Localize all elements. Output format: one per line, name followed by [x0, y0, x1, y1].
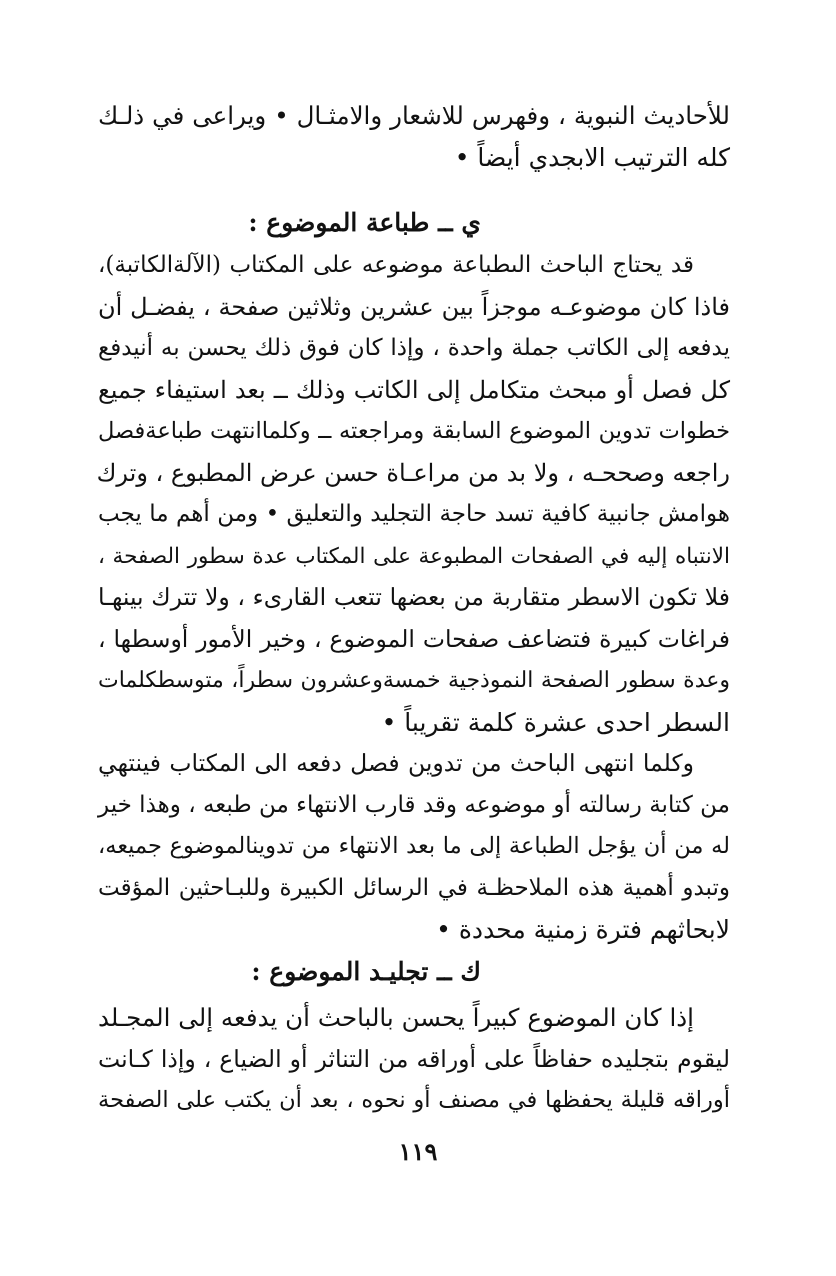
text-line: إذا كان الموضوع كبيراً يحسن بالباحث أن يدفعه إلى المجـلد	[98, 1003, 694, 1032]
text-line: يدفعه إلى الكاتب جملة واحدة ، وإذا كان فوق ذلك يحسن به أنيدفع	[98, 335, 730, 361]
text-line: كل فصل أو مبحث متكامل إلى الكاتب وذلك ــ بعد استيفاء جميع	[98, 375, 730, 404]
text-line: الانتباه إليه في الصفحات المطبوعة على المكتاب عدة سطور الصفحة ،	[98, 543, 730, 569]
text-line: فراغات كبيرة فتضاعف صفحات الموضوع ، وخير الأمور أوسطها ،	[98, 624, 730, 653]
text-line: كله الترتيب الابجدي أيضاً •	[454, 142, 730, 172]
intro-paragraph	[98, 95, 730, 178]
section-body-k	[98, 997, 730, 1122]
section-body-y	[98, 245, 730, 951]
section-heading-k: ك ــ تجليـد الموضوع :	[251, 957, 481, 986]
text-line: فاذا كان موضوعـه موجزاً بين عشرين وثلاثين صفحة ، يفضـل أن	[98, 292, 730, 321]
text-line: من كتابة رسالته أو موضوعه وقد قارب الانتهاء من طبعه ، وهذا خير	[98, 791, 730, 818]
text-line: ليقوم بتجليده حفاظاً على أوراقه من التناثر أو الضياع ، وإذا كـانت	[98, 1044, 730, 1073]
text-line: راجعه وصححـه ، ولا بد من مراعـاة حسن عرض المطبوع ، وترك	[96, 458, 730, 487]
text-line: قد يحتاج الباحث الىطباعة موضوعه على المكتاب (الآلةالكاتبة)،	[98, 252, 694, 278]
text-line: له من أن يؤجل الطباعة إلى ما بعد الانتهاء من تدوينالموضوع جميعه،	[98, 833, 730, 859]
text-line: لابحاثهم فترة زمنية محددة •	[436, 915, 730, 944]
text-line: وتبدو أهمية هذه الملاحظـة في الرسائل الكبيرة وللبـاحثين المؤقت	[98, 874, 730, 901]
text-line: أوراقه قليلة يحفظها في مصنف أو نحوه ، بعد أن يكتب على الصفحة	[98, 1087, 730, 1113]
text-line: السطر احدى عشرة كلمة تقريباً •	[381, 707, 730, 737]
text-line: فلا تكون الاسطر متقاربة من بعضها تتعب القارىء ، ولا تترك بينهـا	[98, 583, 730, 611]
text-line: وعدة سطور الصفحة النموذجية خمسةوعشرون سطراً، متوسطكلمات	[98, 668, 730, 693]
section-heading-y: ي ــ طباعة الموضوع :	[248, 208, 481, 237]
text-line: للأحاديث النبوية ، وفهرس للاشعار والامثـال • ويراعى في ذلـك	[98, 101, 730, 130]
text-line: خطوات تدوين الموضوع السابقة ومراجعته ــ وكلماانتهت طباعةفصل	[98, 418, 730, 444]
text-line: وكلما انتهى الباحث من تدوين فصل دفعه الى المكتاب فينتهي	[98, 749, 694, 777]
text-line: هوامش جانبية كافية تسد حاجة التجليد والتعليق • ومن أهم ما يجب	[98, 501, 730, 527]
page-number: ١١٩	[398, 1137, 438, 1166]
